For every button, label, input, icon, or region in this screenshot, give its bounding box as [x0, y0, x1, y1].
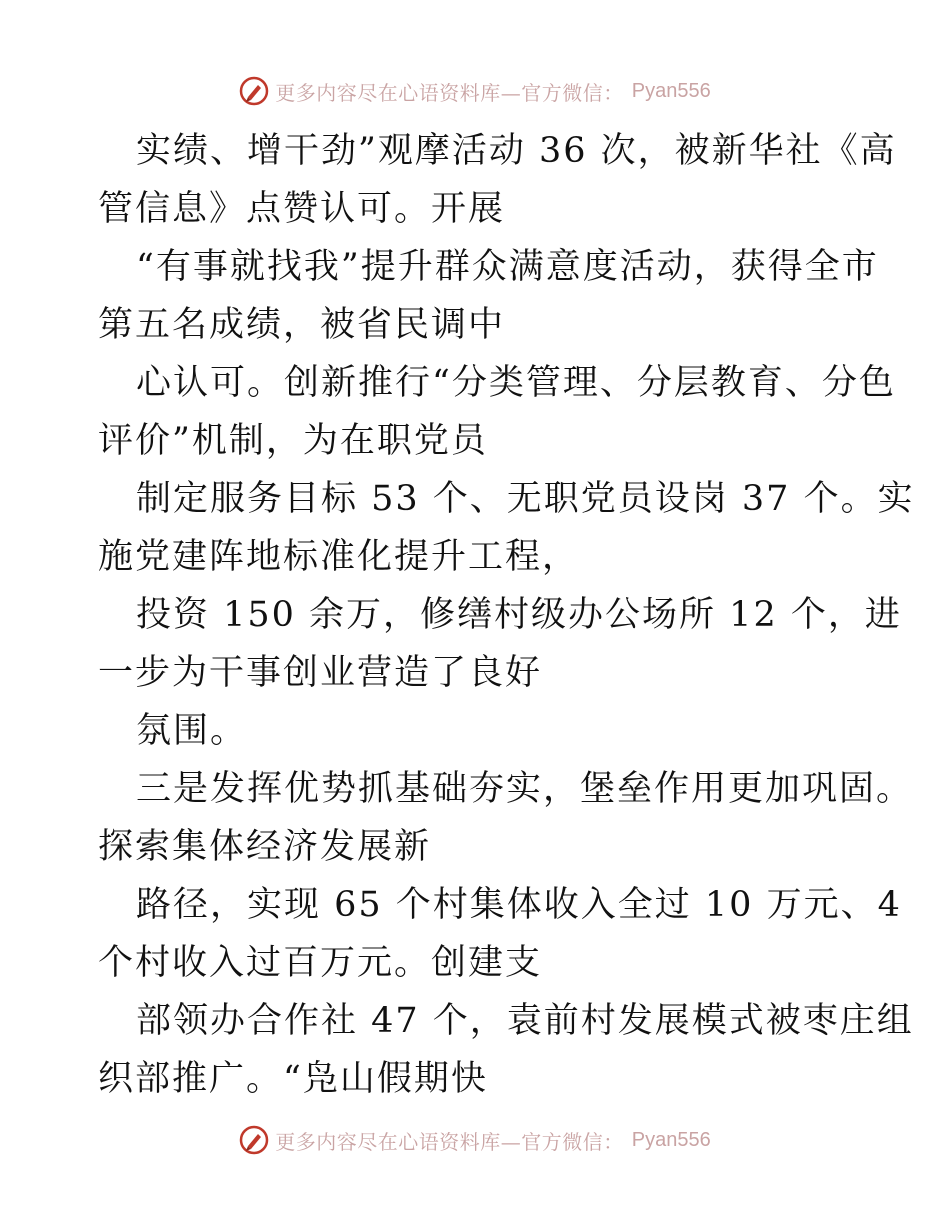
text-line: 一步为干事创业营造了良好: [98, 653, 543, 693]
text-line: 三是发挥优势抓基础夯实，堡垒作用更加巩固。: [136, 769, 914, 809]
pen-nib-logo-icon: [239, 1125, 269, 1155]
watermark-wechat-id: Pyan556: [631, 1128, 711, 1151]
footer-watermark: [0, 1120, 950, 1160]
watermark-text: 更多内容尽在心语资料库—官方微信：: [275, 80, 624, 105]
watermark-wechat-id: Pyan556: [631, 79, 711, 102]
watermark-text: 更多内容尽在心语资料库—官方微信：: [275, 1129, 624, 1154]
text-line: 个村收入过百万元。创建支: [98, 943, 543, 983]
text-line: 投资 150 余万，修缮村级办公场所 12 个，进: [136, 595, 902, 635]
text-line: 第五名成绩，被省民调中: [98, 305, 506, 345]
text-line: 施党建阵地标准化提升工程，: [98, 537, 580, 577]
text-line: 实绩、增干劲”观摩活动 36 次，被新华社《高: [136, 131, 897, 171]
text-line: 路径，实现 65 个村集体收入全过 10 万元、4: [136, 885, 902, 925]
text-line: 探索集体经济发展新: [98, 827, 432, 867]
text-line: 管信息》点赞认可。开展: [98, 189, 506, 229]
text-line: 织部推广。“凫山假期快: [98, 1059, 488, 1099]
text-line: “有事就找我”提升群众满意度活动，获得全市: [136, 247, 879, 287]
text-line: 评价”机制，为在职党员: [98, 421, 488, 461]
text-line: 氛围。: [136, 711, 248, 751]
text-line: 心认可。创新推行“分类管理、分层教育、分色: [136, 363, 896, 403]
header-watermark: [0, 71, 950, 111]
pen-nib-logo-icon: [239, 76, 269, 106]
text-line: 部领办合作社 47 个，袁前村发展模式被枣庄组: [136, 1001, 914, 1041]
document-body: [98, 122, 915, 1108]
text-line: 制定服务目标 53 个、无职党员设岗 37 个。实: [136, 479, 915, 519]
